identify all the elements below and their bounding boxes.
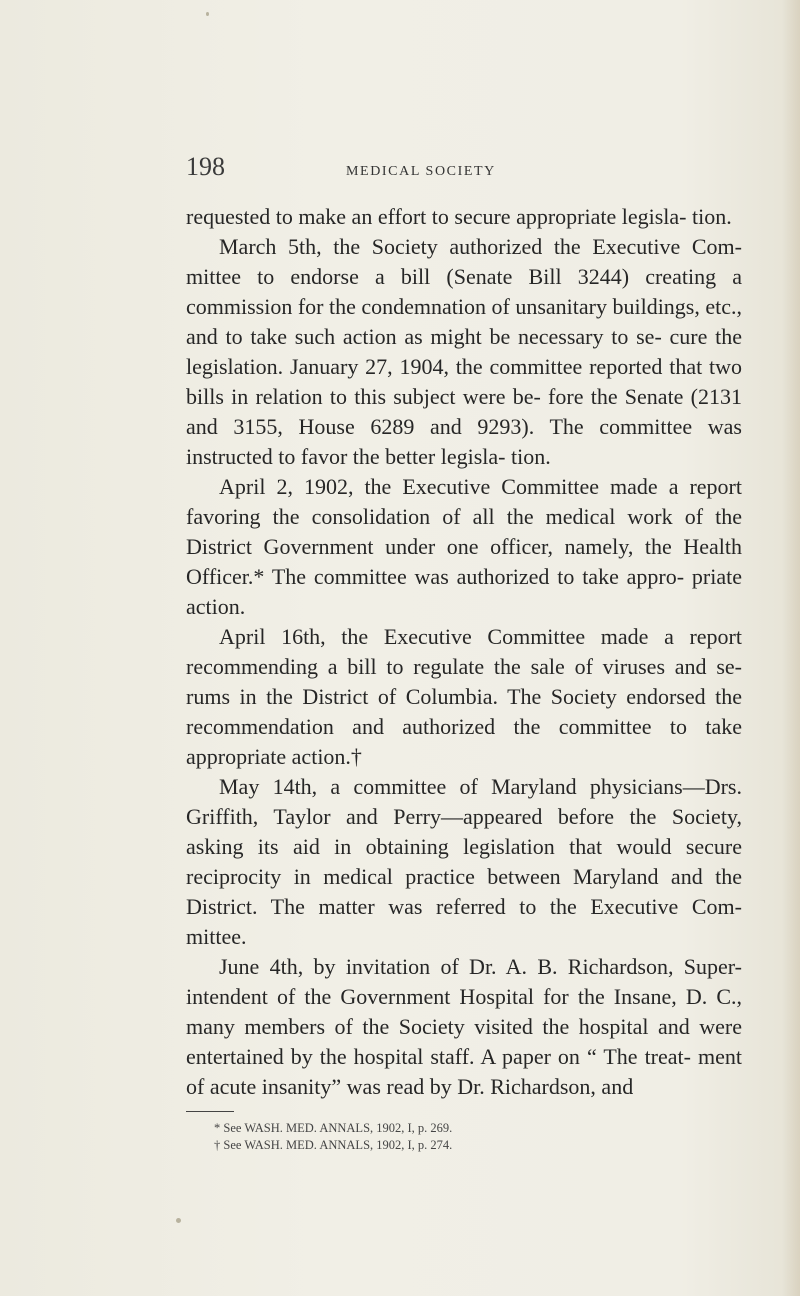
paper-speck <box>206 12 209 16</box>
paragraph-april-2: April 2, 1902, the Executive Committee made a report favoring the consolidation of all the medical work of the District Government under one officer, namely, the Health Officer.* The committee was authorized to take appro- priate action. <box>186 474 742 619</box>
body-text <box>186 202 742 1102</box>
footnote-2: † See WASH. MED. ANNALS, 1902, I, p. 274. <box>214 1138 453 1152</box>
paragraph-continuation: requested to make an effort to secure appropriate legisla- tion. <box>186 204 732 229</box>
page-number: 198 <box>186 152 225 181</box>
footnote-rule <box>186 1111 234 1112</box>
running-head: MEDICAL SOCIETY <box>346 164 496 179</box>
paragraph-may-14th: May 14th, a committee of Maryland physicians—Drs. Griffith, Taylor and Perry—appeared before the Society, asking its aid in obtaining legislation that would secure reciprocity in medical practice between Maryland and the District. The matter was referred to the Executive Com- mittee. <box>186 774 742 949</box>
paragraph-june-4th: June 4th, by invitation of Dr. A. B. Richardson, Super- intendent of the Government Hospital for the Insane, D. C., many members of the Society visited the hospital and were entertained by the hospital staff. A paper on “ The treat- ment of acute insanity” was read by Dr. Richardson, and <box>186 954 742 1099</box>
paper-speck <box>176 1218 181 1223</box>
footnotes <box>214 1120 452 1154</box>
footnote-1: * See WASH. MED. ANNALS, 1902, I, p. 269. <box>214 1121 453 1135</box>
page-edge-shadow <box>782 0 800 1296</box>
paragraph-march-5th: March 5th, the Society authorized the Executive Com- mittee to endorse a bill (Senate Bill 3244) creating a commission for the condemnation of unsanitary buildings, etc., and to take such action as might be necessary to se- cure the legislation. January 27, 1904, the committee reported that two bills in relation to this subject were be- fore the Senate (2131 and 3155, House 6289 and 9293). The committee was instructed to favor the better legisla- tion. <box>186 234 743 469</box>
paragraph-april-16th: April 16th, the Executive Committee made a report recommending a bill to regulate the sale of viruses and se- rums in the District of Columbia. The Society endorsed the recommendation and authorized the committee to take appropriate action.† <box>186 624 742 769</box>
